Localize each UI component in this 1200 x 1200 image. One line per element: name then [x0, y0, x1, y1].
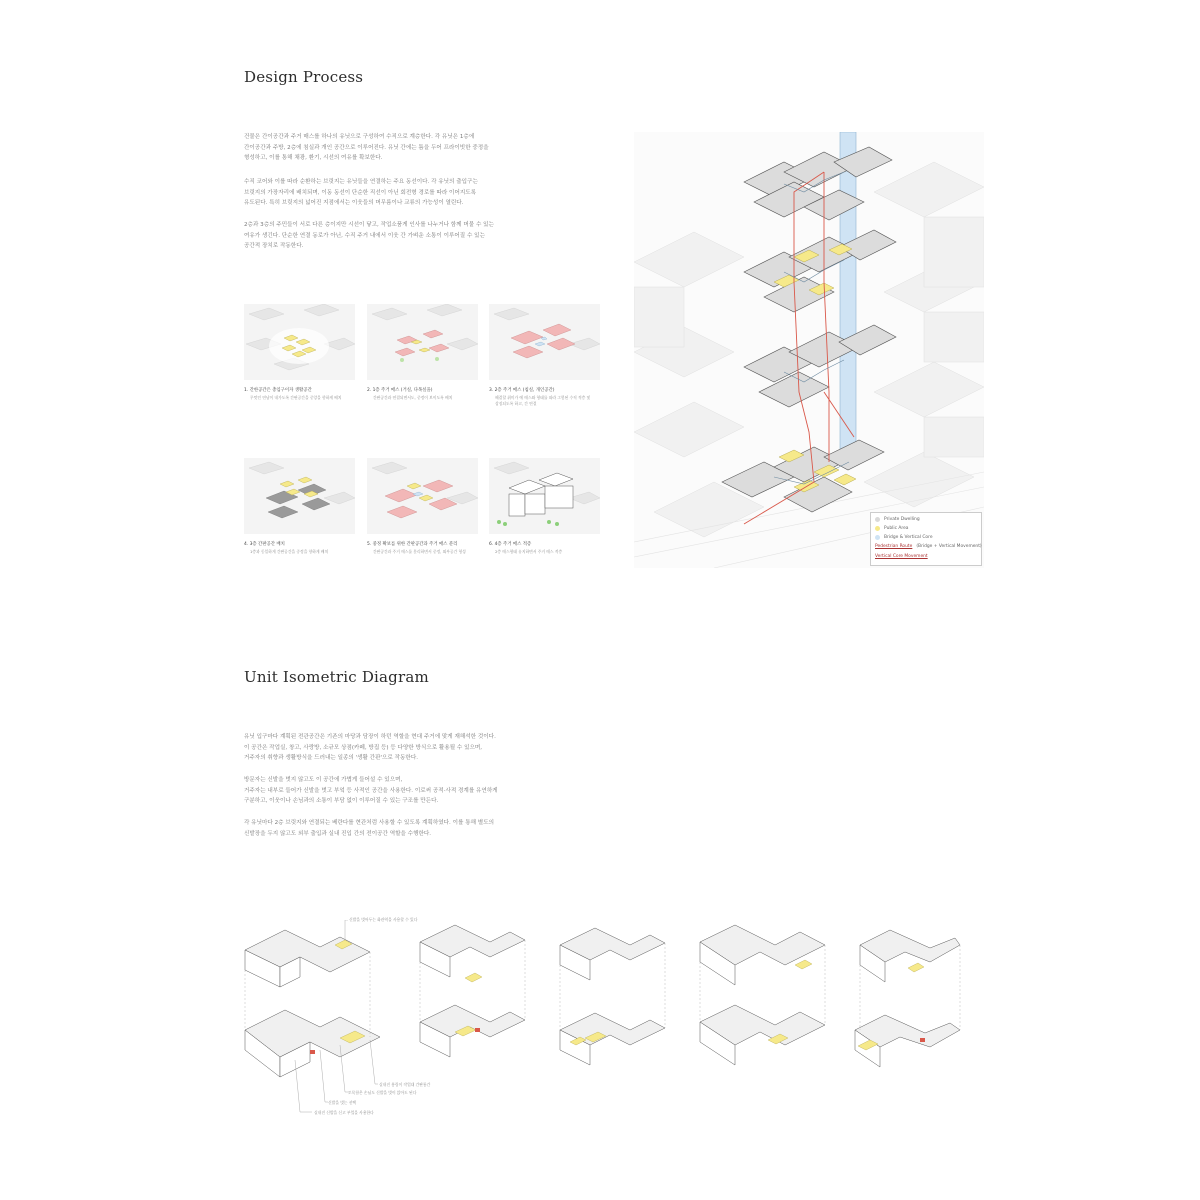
legend-bridge-label: Bridge & Vertical Core — [884, 534, 933, 540]
step-3-subcaption: 해결할 취미가 에 매스와 형태를 따라 그렇된 수직 적층 및 상징되도록 하고, 간 연결 — [495, 395, 591, 406]
annotation-4: 신발을 벗는 선택 — [328, 1100, 357, 1105]
legend-bridge-row — [875, 533, 933, 541]
legend-pedestrian-label: Pedestrian Route — [875, 543, 913, 549]
bridge-swatch — [875, 535, 880, 540]
legend-private-label: Private Dwelling — [884, 516, 920, 522]
step-2-diagram — [367, 304, 478, 380]
annotation-3: 토목함은 손님도 신발을 벗이 앉아도 된다 — [348, 1090, 417, 1095]
step-5-diagram — [367, 458, 478, 534]
step-4-subcaption: 1층과 동일하게 간판공간을 중정을 향하게 배치 — [250, 549, 329, 554]
private-swatch — [875, 517, 880, 522]
step-5-subcaption: 간판공간과 주거 매스를 분리하면서 중정, 외부공간 형성 — [373, 549, 466, 554]
step-1-caption: 1. 간한공간은 총입구이자 생활공간 무엇인 연남이 내가도록 간판공간을 중앙을 향하게 배치 — [244, 387, 356, 394]
unit-iso-paragraph-1: 유닛 입구마다 계획된 전관공간은 기존의 마당과 담장이 하던 역할을 현대 주거에 맞게 재해석한 것이다. 이 공간은 작업실, 창고, 사랑방, 소규모 상점(카페, 방집 등) 등 다양한 방식으로 활용될 수 있으며, 거주자의 취향과 생활방식을 드러내는 일종의 '생활 간판'으로 작동한다. — [244, 734, 496, 762]
legend-public-row — [875, 524, 909, 532]
annotation-5: 실내진 신발을 신고 부엌을 사용한다 — [314, 1110, 374, 1115]
design-process-paragraph-2: 수직 코어와 이를 따라 순환하는 브릿지는 유닛들을 연결하는 주요 동선이다. 각 유닛의 출입구는 브릿지의 가장자리에 배치되며, 이동 동선이 단순한 직선이 아닌 회전형 경로를 따라 이어지도록 유도된다. 특히 브릿지의 넓어진 지점에서는 이웃들의 머무름이나 교류의 가능성이 열린다. — [244, 179, 478, 207]
step-5-caption: 5. 중정 확보를 위한 간판공간과 주거 매스 분리 간판공간과 주거 매스를 분리하면서 중정, 외부공간 형성 — [367, 541, 479, 548]
step-2-subcaption: 간판공간과 연결되면서도, 중정이 보이도록 배치 — [373, 395, 453, 400]
step-4-diagram — [244, 458, 355, 534]
legend-pedestrian-row — [875, 542, 982, 550]
building-axonometric-diagram — [634, 132, 984, 568]
legend-vertical-row — [875, 552, 928, 560]
step-6-subcaption: 2층 매스형태 유지하면서 주거 매스 적층 — [495, 549, 563, 554]
step-6-diagram — [489, 458, 600, 534]
step-1-subcaption: 무엇인 연남이 내가도록 간판공간을 중앙을 향하게 배치 — [250, 395, 342, 400]
annotation-2: 실내진 흥림이 작업대 간판통간 — [379, 1082, 431, 1087]
legend-private-row — [875, 515, 920, 523]
legend-public-label: Public Area — [884, 525, 909, 531]
design-process-title: Design Process — [244, 68, 364, 86]
step-1-diagram — [244, 304, 355, 380]
unit-iso-paragraph-2: 방문자는 신발을 벗지 않고도 이 공간에 가볍게 들어설 수 있으며, 거주자는 내부로 들어가 신발을 벗고 부엌 등 사적인 공간을 사용한다. 이로써 공적·사적 경계를 유연하게 구분하고, 이웃이나 손님과의 소통이 부담 없이 이루어질 수 있는 구조를 만든다. — [244, 777, 498, 805]
design-process-paragraph-1: 건물은 간이공간과 주거 매스를 하나의 유닛으로 구성하여 수직으로 계층한다. 각 유닛은 1층에 간이공간과 주방, 2층에 침실과 개인 공간으로 이루어진다. 유닛 간에는 틈을 두어 프라이빗한 중정을 형성하고, 이를 통해 채광, 환기, 시선의 여유를 확보한다. — [244, 134, 489, 162]
step-6-caption: 6. 4층 주거 매스 적층 2층 매스형태 유지하면서 주거 매스 적층 — [489, 541, 601, 548]
annotation-1: 신발을 벗어두는 화관역을 사용할 수 있다 — [349, 917, 418, 922]
unit-iso-paragraph-3: 각 유닛마다 2층 브릿지와 연결되는 베란다를 현관처럼 사용할 수 있도록 계획하였다. 이를 통해 별도의 신발장을 두지 않고도 외부 출입과 실내 진입 간의 전이공간 역할을 수행한다. — [244, 820, 494, 837]
legend-pedestrian-note: (Bridge + Vertical Movement) — [916, 543, 982, 549]
design-process-paragraph-3: 2층과 3층의 주민들이 서로 다른 층이지만 시선이 닿고, 작업소품게 인사를 나누거나 함께 머물 수 있는 여유가 생긴다. 단순한 연결 동로가 아닌, 수직 주거 내에서 이웃 간 가벼운 소통이 이루어질 수 있는 공간적 장치로 작동한다. — [244, 222, 494, 250]
public-swatch — [875, 526, 880, 531]
step-3-caption: 3. 2층 주거 매스 (침실, 개인공간) 해결할 취미가 에 매스와 형태를 따라 그렇된 수직 적층 및 상징되도록 하고, 간 연결 — [489, 387, 601, 394]
step-3-diagram — [489, 304, 600, 380]
step-2-caption: 2. 1층 주거 매스 (거실, 다목실을) 간판공간과 연결되면서도, 중정이 보이도록 배치 — [367, 387, 479, 394]
step-4-caption: 4. 3층 간판공간 배치 1층과 동일하게 간판공간을 중정을 향하게 배치 — [244, 541, 356, 548]
unit-iso-title: Unit Isometric Diagram — [244, 668, 429, 686]
legend-vertical-label: Vertical Core Movement — [875, 553, 928, 559]
diagram-legend — [870, 512, 982, 566]
